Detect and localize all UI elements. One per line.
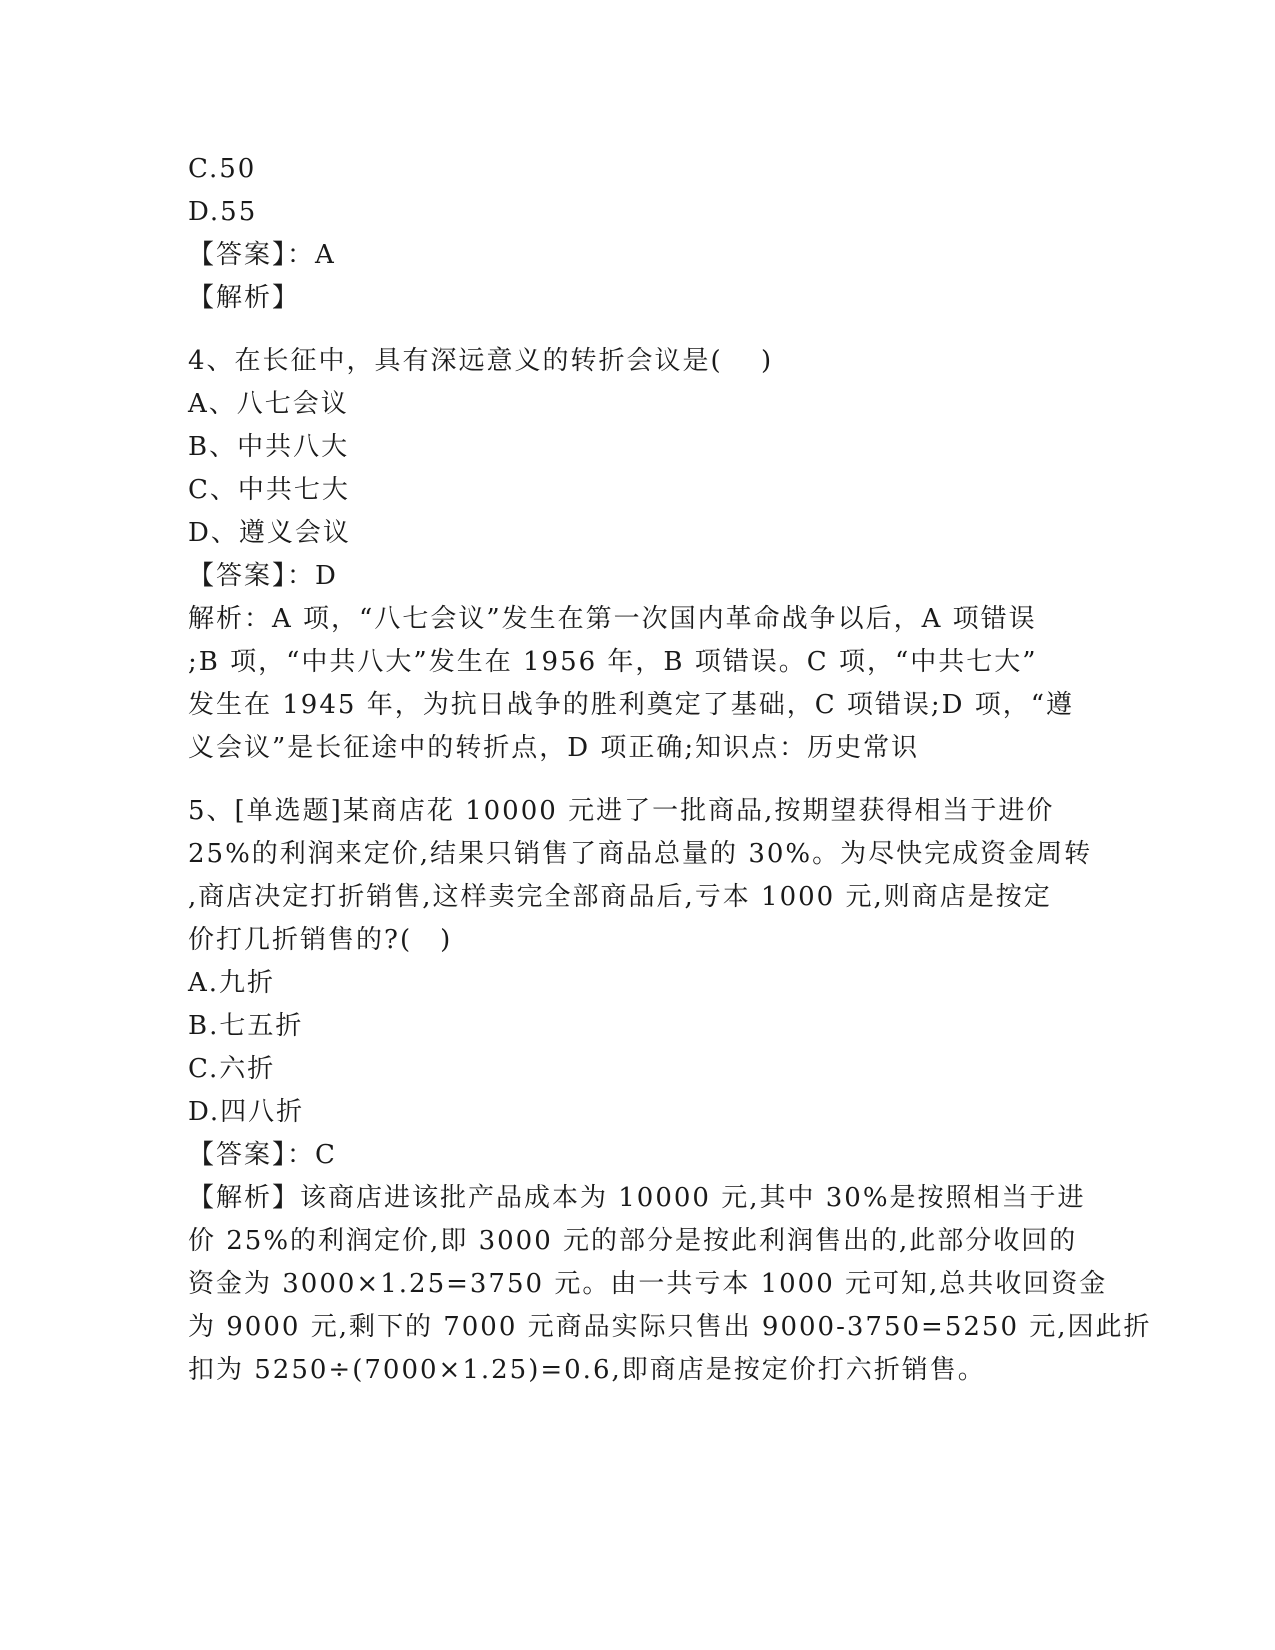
q5-answer: 【答案】：C (188, 1140, 337, 1170)
q5-analysis-line: 【解析】该商店进该批产品成本为 10000 元,其中 30%是按照相当于进 (188, 1183, 1086, 1213)
q5-analysis-line: 资金为 3000×1.25=3750 元。由一共亏本 1000 元可知,总共收回资金 (188, 1269, 1108, 1299)
q5-stem-line: 价打几折销售的?( ) (188, 925, 453, 955)
q5-analysis-line: 为 9000 元,剩下的 7000 元商品实际只售出 9000-3750=5250 元,因此折 (188, 1312, 1152, 1342)
q4-option-c: C、中共七大 (188, 475, 350, 505)
q3-option-d: D.55 (188, 197, 258, 227)
q4-analysis-line: 发生在 1945 年，为抗日战争的胜利奠定了基础，C 项错误;D 项，“遵 (188, 690, 1075, 720)
q5-option-b: B.七五折 (188, 1011, 304, 1041)
q4-answer: 【答案】：D (188, 561, 338, 591)
q4-analysis-line: 义会议”是长征途中的转折点，D 项正确;知识点：历史常识 (188, 733, 920, 763)
question-5-block (188, 790, 1152, 1392)
q5-option-c: C.六折 (188, 1054, 276, 1084)
q4-stem: 4、在长征中，具有深远意义的转折会议是( ) (188, 346, 774, 376)
q5-analysis-line: 价 25%的利润定价,即 3000 元的部分是按此利润售出的,此部分收回的 (188, 1226, 1078, 1256)
q5-stem-line: ,商店决定打折销售,这样卖完全部商品后,亏本 1000 元,则商店是按定 (188, 882, 1052, 912)
q4-option-b: B、中共八大 (188, 432, 350, 462)
q5-option-d: D.四八折 (188, 1097, 305, 1127)
q5-analysis-line: 扣为 5250÷(7000×1.25)=0.6,即商店是按定价打六折销售。 (188, 1355, 986, 1385)
q5-stem (188, 790, 1093, 962)
document-page (188, 148, 1152, 1392)
q4-analysis-line: 解析：A 项，“八七会议”发生在第一次国内革命战争以后，A 项错误 (188, 604, 1037, 634)
q5-analysis (188, 1177, 1152, 1392)
q4-option-d: D、遵义会议 (188, 518, 351, 548)
q3-analysis-label: 【解析】 (188, 283, 301, 313)
question-3-block (188, 148, 1088, 320)
q3-answer: 【答案】：A (188, 240, 336, 270)
q4-option-a: A、八七会议 (188, 389, 349, 419)
q4-analysis-line: ;B 项，“中共八大”发生在 1956 年，B 项错误。C 项，“中共七大” (188, 647, 1038, 677)
q5-option-a: A.九折 (188, 968, 276, 998)
question-4-block (188, 340, 1088, 770)
q3-option-c: C.50 (188, 154, 257, 184)
q4-analysis (188, 598, 1088, 770)
q5-stem-line: 25%的利润来定价,结果只销售了商品总量的 30%。为尽快完成资金周转 (188, 839, 1093, 869)
q5-stem-line: 5、[单选题]某商店花 10000 元进了一批商品,按期望获得相当于进价 (188, 796, 1055, 826)
